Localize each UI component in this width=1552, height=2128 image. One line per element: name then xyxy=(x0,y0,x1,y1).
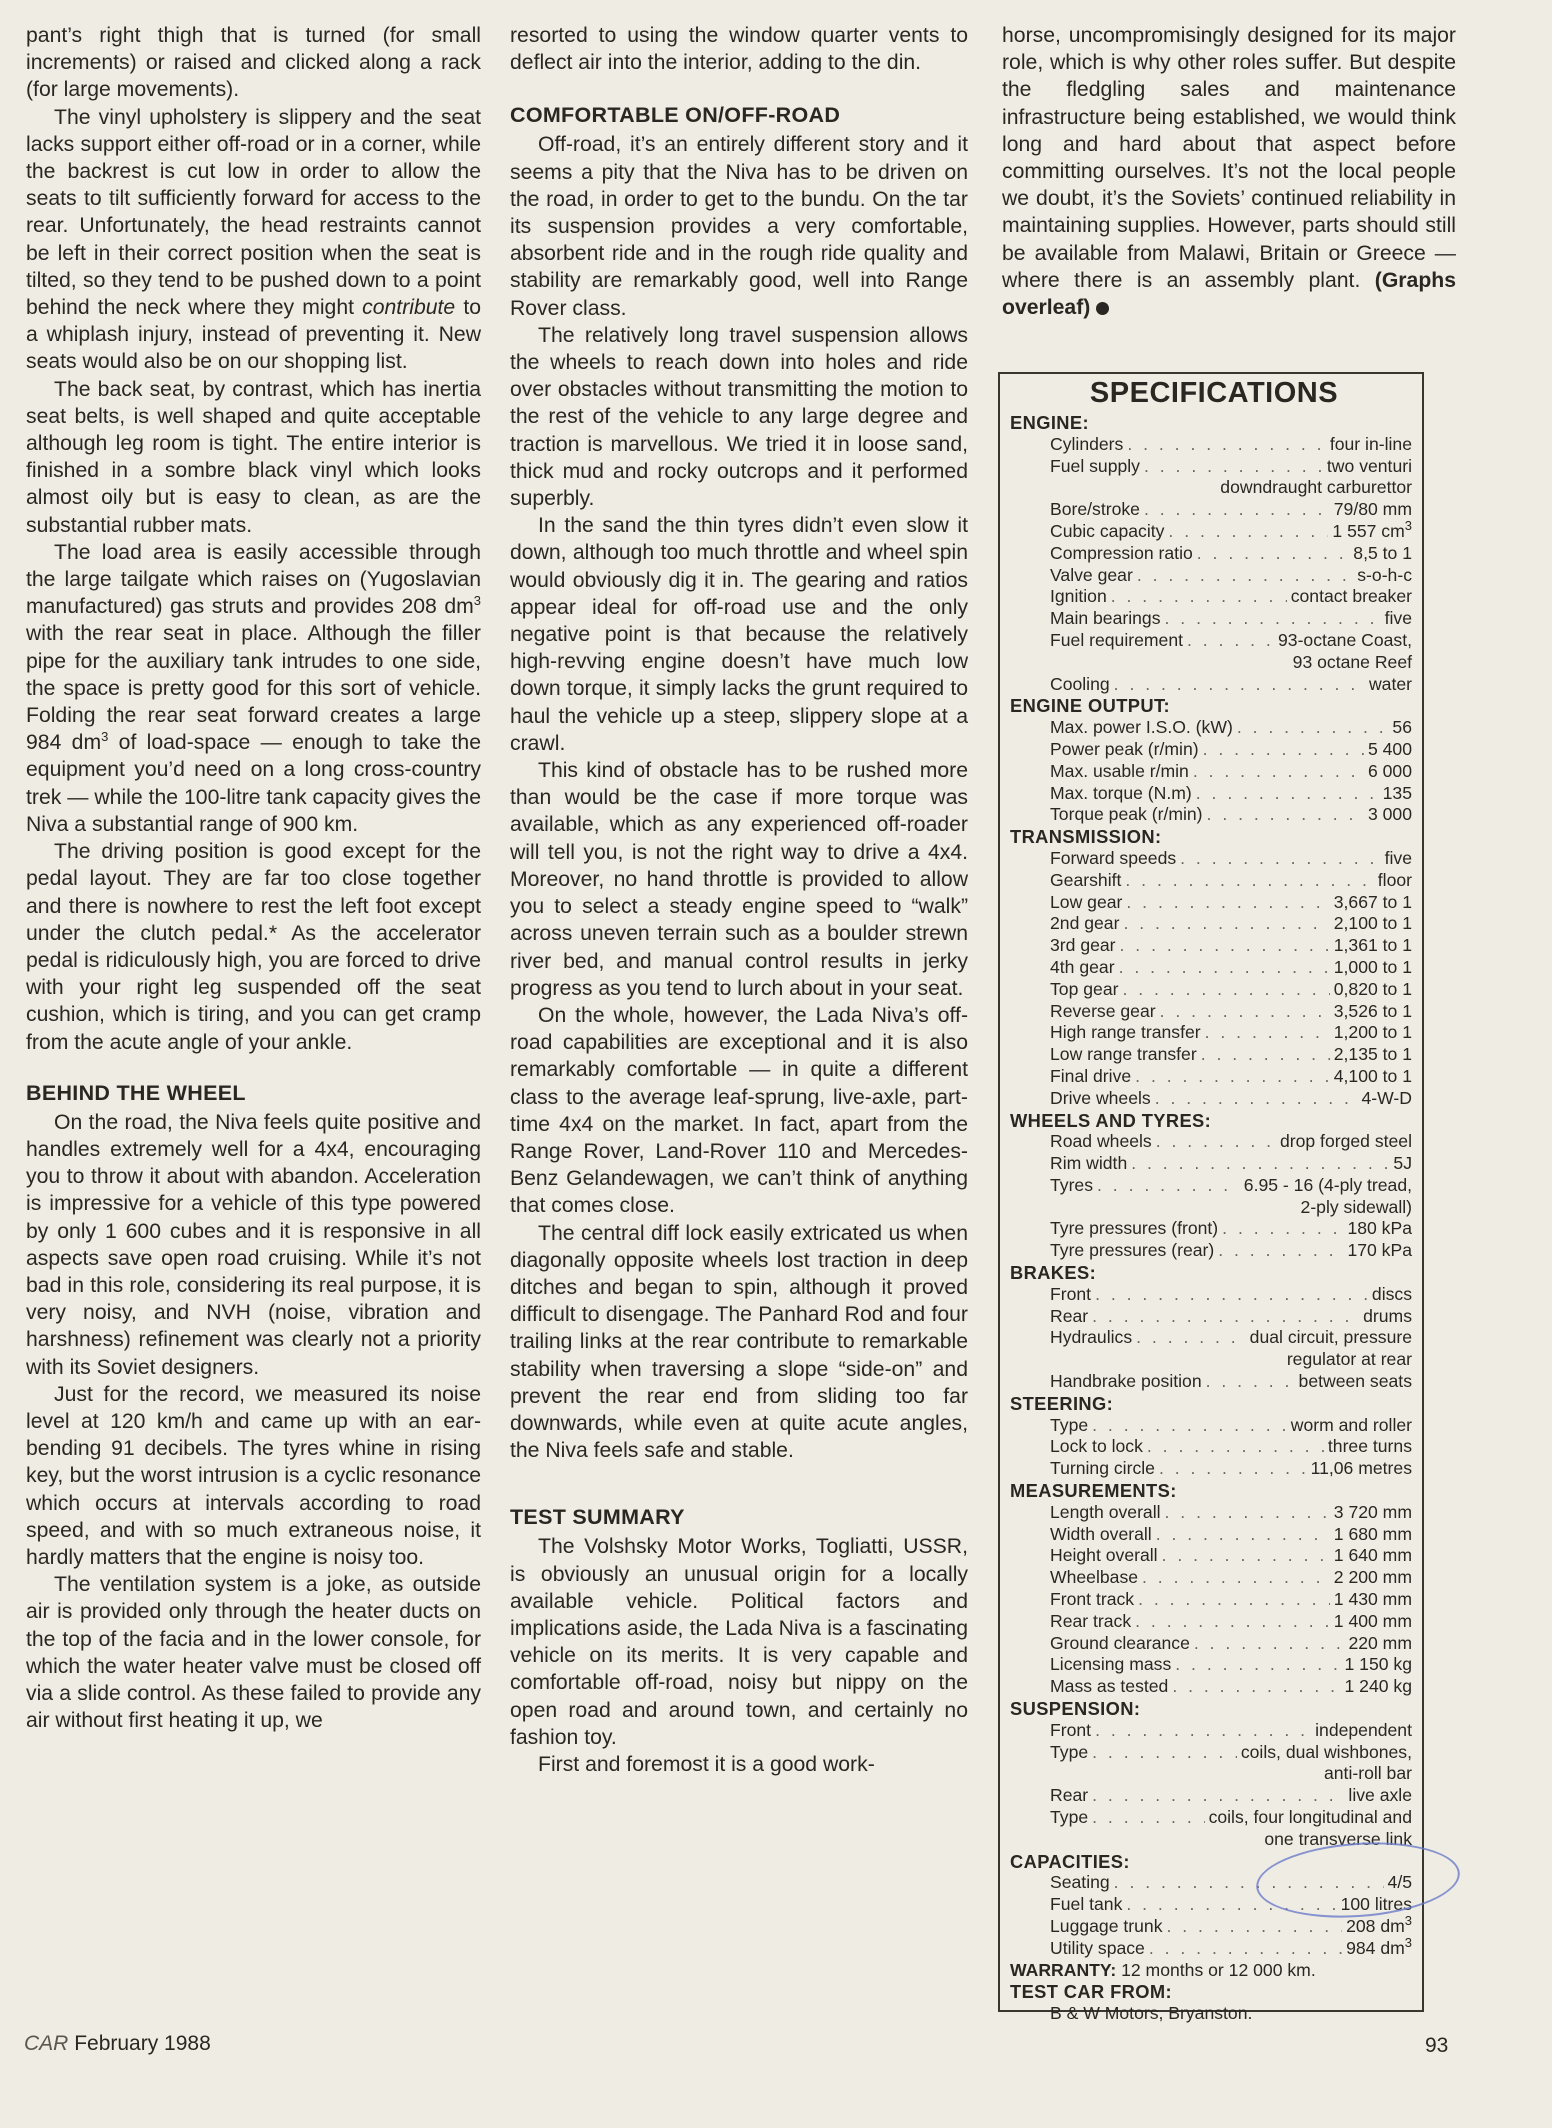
spec-label: Turning circle xyxy=(1050,1458,1155,1479)
spec-row xyxy=(1016,1589,1412,1611)
spec-label: Cylinders xyxy=(1050,433,1124,454)
spec-value-cont: one transverse link xyxy=(1264,1828,1412,1849)
spec-value: 5J xyxy=(1393,1153,1412,1174)
spec-label: Width overall xyxy=(1050,1523,1152,1544)
spec-row xyxy=(1016,1611,1412,1633)
spec-value: dual circuit, pressure xyxy=(1249,1327,1412,1348)
spec-row xyxy=(1016,1742,1412,1764)
text: of load-space — enough to take the equipment you’d need on a long cross-country trek — while the 100-litre tank capacity gives the Niva a substantial range of 900 km. xyxy=(26,731,481,836)
spec-label: Final drive xyxy=(1050,1065,1132,1086)
spec-row xyxy=(1016,1088,1412,1110)
spec-row xyxy=(1016,565,1412,587)
spec-row xyxy=(1016,1175,1412,1197)
spec-row xyxy=(1016,979,1412,1001)
spec-label: Mass as tested xyxy=(1050,1676,1169,1697)
spec-row xyxy=(1016,1502,1412,1524)
spec-label: 2nd gear xyxy=(1050,913,1120,934)
spec-label: Valve gear xyxy=(1050,564,1133,585)
spec-label: 3rd gear xyxy=(1050,935,1116,956)
text: 208 dm xyxy=(1346,1915,1405,1936)
spec-label: Low gear xyxy=(1050,891,1123,912)
spec-label: Fuel requirement xyxy=(1050,629,1183,650)
spec-value: 2,135 to 1 xyxy=(1333,1044,1412,1065)
spec-row xyxy=(1016,1044,1412,1066)
paragraph: The driving position is good except for the pedal layout. They are far too close together and there is nowhere to rest the left foot except under the clutch pedal.* As the accelerator pedal is ridiculously high, you are forced to drive with your right leg suspended off the seat cushion, which is tiring, and you can get cramp from the acute angle of your ankle. xyxy=(26,840,481,1054)
spec-row xyxy=(1016,1807,1412,1829)
spec-row xyxy=(1016,870,1412,892)
spec-row xyxy=(1016,1153,1412,1175)
paragraph: Just for the record, we measured its noise level at 120 km/h and came up with an ear-bending 91 decibels. The tyres whine in rising key, but the worst intrusion is a cyclic resonance which occurs at intervals according to road speed, and with so much extraneous noise, it hardly matters that the engine is noisy too. xyxy=(26,1382,481,1569)
spec-value: water xyxy=(1368,673,1412,694)
spec-label: Front xyxy=(1050,1719,1092,1740)
spec-label: Length overall xyxy=(1050,1501,1161,1522)
spec-label: Top gear xyxy=(1050,978,1119,999)
spec-row xyxy=(1016,434,1412,456)
spec-row xyxy=(1016,739,1412,761)
spec-row xyxy=(1016,456,1412,478)
spec-value: 1 150 kg xyxy=(1344,1654,1412,1675)
spec-row xyxy=(1016,1001,1412,1023)
test-car-value: B & W Motors, Bryanston. xyxy=(1050,2003,1253,2024)
spec-value: 79/80 mm xyxy=(1333,499,1412,520)
spec-row xyxy=(1016,608,1412,630)
spec-row xyxy=(1016,1654,1412,1676)
spec-value: 1,361 to 1 xyxy=(1333,935,1412,956)
graphs-overleaf-note: (Graphs overleaf) xyxy=(1002,268,1456,320)
spec-value xyxy=(1346,1934,1412,1960)
spec-value: s-o-h-c xyxy=(1357,564,1412,585)
spec-value: 3,526 to 1 xyxy=(1333,1000,1412,1021)
paragraph: In the sand the thin tyres didn’t even slow it down, although too much throttle and wheel spin would obviously dig it in. The gearing and ratios appear ideal for off-road use and the only negative point is that because the relatively high-revving engine doesn’t have much low down torque, it simply lacks the grunt required to haul the vehicle up a steep, slippery slope at a crawl. xyxy=(510,514,968,755)
spec-section-suspension: SUSPENSION: xyxy=(1010,1698,1141,1720)
paragraph: The central diff lock easily extricated us when diagonally opposite wheels lost traction in deep ditches and began to spin, although it proved difficult to disengage. The Panhard Rod and four trailing links at the rear contribute to remarkable stability when traversing a slope “side-on” and prevent the rear end from sliding too far downwards, while even at quite acute angles, the Niva feels safe and stable. xyxy=(510,1221,968,1463)
spec-label: Rear xyxy=(1050,1305,1089,1326)
spec-value: 4-W-D xyxy=(1361,1087,1412,1108)
spec-row xyxy=(1016,543,1412,565)
paragraph: On the whole, however, the Lada Niva’s off-road capabilities are exceptional and it is also remarkably comfortable — in quite a different class to the average leaf-sprung, live-axle, part-time 4x4 on the market. In fact, apart from the Range Rover, Land-Rover 110 and Mercedes-Benz Gelandewagen, we can’t think of anything that comes close. xyxy=(510,1003,968,1218)
spec-label: Low range transfer xyxy=(1050,1044,1197,1065)
spec-row xyxy=(1016,1720,1412,1742)
spec-label: Torque peak (r/min) xyxy=(1050,804,1203,825)
spec-row xyxy=(1016,1371,1412,1393)
spec-label: Lock to lock xyxy=(1050,1436,1143,1457)
text-column-2 xyxy=(510,22,968,1778)
spec-value: discs xyxy=(1371,1283,1412,1304)
spec-value: 93-octane Coast, xyxy=(1278,629,1412,650)
spec-label: Front track xyxy=(1050,1589,1135,1610)
spec-label: Type xyxy=(1050,1414,1089,1435)
spec-value: 220 mm xyxy=(1348,1632,1412,1653)
spec-value: 6 000 xyxy=(1367,760,1412,781)
spec-label: Tyre pressures (rear) xyxy=(1050,1240,1215,1261)
superscript: 3 xyxy=(1404,1913,1412,1929)
spec-label: Handbrake position xyxy=(1050,1371,1202,1392)
paragraph: The back seat, by contrast, which has inertia seat belts, is well shaped and quite acceptable although leg room is tight. The entire interior is finished in a sombre black vinyl which looks almost oily but is easy to clean, as are the substantial rubber mats. xyxy=(26,377,481,537)
spec-section-transmission: TRANSMISSION: xyxy=(1010,826,1162,848)
spec-value: 56 xyxy=(1392,717,1412,738)
spec-row xyxy=(1016,1913,1412,1938)
paragraph: The Volshsky Motor Works, Togliatti, USSR, is obviously an unusual origin for a locally available vehicle. Political factors and implications aside, the Lada Niva is a fascinating vehicle on its merits. It is very capable and comfortable off-road, noisy but nippy on the open road and around town, and certainly no fashion toy. xyxy=(510,1535,968,1749)
spec-value: 1,200 to 1 xyxy=(1333,1022,1412,1043)
spec-row xyxy=(1016,783,1412,805)
spec-label: Forward speeds xyxy=(1050,847,1177,868)
text: The vinyl upholstery is slippery and the seat lacks support either off-road or in a corner, while the backrest is cut low in order to allow the seats to tilt sufficiently forward for access to the rear. Unfortunately, the head restraints cannot be left in their correct position when the seat is tilted, so they tend to be pushed down to a point behind the neck where they might xyxy=(26,105,481,320)
section-heading: COMFORTABLE ON/OFF-ROAD xyxy=(510,103,841,128)
superscript: 3 xyxy=(1404,518,1412,534)
spec-value: 2,100 to 1 xyxy=(1333,913,1412,934)
spec-row xyxy=(1016,499,1412,521)
spec-row xyxy=(1016,892,1412,914)
spec-section-steering: STEERING: xyxy=(1010,1392,1114,1414)
spec-label: Gearshift xyxy=(1050,869,1122,890)
spec-value: worm and roller xyxy=(1290,1414,1412,1435)
spec-row xyxy=(1016,1785,1412,1807)
text: 1 557 cm xyxy=(1332,520,1405,541)
spec-value: three turns xyxy=(1327,1436,1412,1457)
spec-label: Cubic capacity xyxy=(1050,520,1165,541)
text: with the rear seat in place. Although the filler pipe for the auxiliary tank intrudes to one side, the space is pretty good for this sort of vehicle. Folding the rear seat forward creates a large 984 dm xyxy=(26,622,481,755)
spec-row xyxy=(1016,761,1412,783)
paragraph xyxy=(26,539,481,838)
spec-row xyxy=(1016,1066,1412,1088)
magazine-name: CAR xyxy=(24,2032,69,2055)
spec-value: drop forged steel xyxy=(1279,1131,1412,1152)
spec-label: Rear track xyxy=(1050,1610,1132,1631)
spec-row xyxy=(1016,1240,1412,1262)
spec-value-cont: downdraught carburettor xyxy=(1220,477,1412,498)
spec-row xyxy=(1016,804,1412,826)
spec-label: Cooling xyxy=(1050,673,1110,694)
text: horse, uncompromisingly designed for its major role, which is why other roles suffer. But despite the fledgling sales and maintenance infrastructure being established, we would think long and hard about that aspect before committing ourselves. It’s not the local people we doubt, it’s the Soviets’ continued reliability in maintaining supplies. However, parts should still be available from Malawi, Britain or Greece — where there is an assembly plant. xyxy=(1002,24,1456,292)
spec-row xyxy=(1016,630,1412,652)
paragraph: pant’s right thigh that is turned (for small increments) or raised and clicked along a rack (for large movements). xyxy=(26,24,481,102)
section-heading: TEST SUMMARY xyxy=(510,1505,685,1530)
spec-label: Luggage trunk xyxy=(1050,1915,1163,1936)
spec-label: Height overall xyxy=(1050,1545,1158,1566)
spec-row xyxy=(1016,957,1412,979)
paragraph: Off-road, it’s an entirely different story and it seems a pity that the Niva has to be driven on the road, in order to get to the bundu. On the tar its suspension provides a very comfortable, absorbent ride and in the rough ride quality and stability are remarkably good, well into Range Rover class. xyxy=(510,133,968,320)
spec-section-test-car: TEST CAR FROM: xyxy=(1010,1981,1172,2003)
spec-row xyxy=(1016,1327,1412,1349)
spec-row xyxy=(1016,1934,1412,1960)
spec-value: 4,100 to 1 xyxy=(1333,1065,1412,1086)
spec-row xyxy=(1016,1436,1412,1458)
spec-section-capacities: CAPACITIES: xyxy=(1010,1850,1130,1872)
spec-label: Max. usable r/min xyxy=(1050,760,1189,781)
text: The load area is easily accessible through the large tailgate which raises on (Yugoslavian manufactured) gas struts and provides 208 dm xyxy=(26,540,481,619)
specifications-box xyxy=(998,372,1424,2024)
spec-value: between seats xyxy=(1298,1371,1412,1392)
text: 984 dm xyxy=(1346,1937,1405,1958)
spec-value-cont: 2-ply sidewall) xyxy=(1300,1196,1412,1217)
spec-row xyxy=(1016,1415,1412,1437)
spec-value: 1 640 mm xyxy=(1333,1545,1412,1566)
spec-label: Tyres xyxy=(1050,1174,1094,1195)
spec-value: 6.95 - 16 (4-ply tread, xyxy=(1243,1174,1412,1195)
text-column-3 xyxy=(1002,22,1456,321)
spec-label: Ignition xyxy=(1050,586,1107,607)
spec-row xyxy=(1016,1633,1412,1655)
spec-value: contact breaker xyxy=(1290,586,1412,607)
spec-label: Max. torque (N.m) xyxy=(1050,782,1192,803)
spec-row xyxy=(1016,1545,1412,1567)
spec-row xyxy=(1016,1458,1412,1480)
spec-value xyxy=(1346,1913,1412,1938)
spec-row xyxy=(1016,913,1412,935)
spec-label: Utility space xyxy=(1050,1937,1145,1958)
spec-row xyxy=(1016,1524,1412,1546)
spec-label: Fuel tank xyxy=(1050,1894,1123,1915)
spec-row xyxy=(1016,1676,1412,1698)
spec-row xyxy=(1016,586,1412,608)
specifications-title: SPECIFICATIONS xyxy=(1089,377,1339,409)
warranty-line xyxy=(1010,1960,1412,1982)
spec-value: 1 430 mm xyxy=(1333,1589,1412,1610)
spec-value: five xyxy=(1384,608,1412,629)
paragraph: This kind of obstacle has to be rushed more than would be the case if more torque was available, which as any experienced off-roader will tell you, is not the right way to drive a 4x4. Moreover, no hand throttle is provided to allow you to select a steady engine speed to “walk” across uneven terrain such as a boulder strewn river bed, and manual control results in jerky progress as you tend to lurch about in your seat. xyxy=(510,759,968,1000)
spec-label: Tyre pressures (front) xyxy=(1050,1218,1219,1239)
spec-label: Licensing mass xyxy=(1050,1654,1172,1675)
spec-label: Rim width xyxy=(1050,1153,1128,1174)
paragraph: resorted to using the window quarter vents to deflect air into the interior, adding to the din. xyxy=(510,24,968,75)
spec-label: Seating xyxy=(1050,1872,1110,1893)
spec-row xyxy=(1016,1306,1412,1328)
spec-row xyxy=(1016,1131,1412,1153)
spec-value-cont: anti-roll bar xyxy=(1323,1763,1412,1784)
page-number: 93 xyxy=(1425,2034,1449,2057)
spec-label: Type xyxy=(1050,1741,1089,1762)
spec-label: Compression ratio xyxy=(1050,542,1193,563)
spec-row xyxy=(1016,935,1412,957)
spec-label: Rear xyxy=(1050,1785,1089,1806)
spec-value: 1 400 mm xyxy=(1333,1610,1412,1631)
spec-value: coils, dual wishbones, xyxy=(1240,1741,1412,1762)
spec-value: 0,820 to 1 xyxy=(1333,978,1412,999)
spec-row xyxy=(1016,848,1412,870)
spec-label: Road wheels xyxy=(1050,1131,1152,1152)
spec-section-measurements: MEASUREMENTS: xyxy=(1010,1480,1177,1502)
spec-value: 3 000 xyxy=(1367,804,1412,825)
spec-value: 5 400 xyxy=(1367,738,1412,759)
spec-value: live axle xyxy=(1348,1785,1412,1806)
spec-row xyxy=(1016,1022,1412,1044)
spec-value: independent xyxy=(1315,1719,1412,1740)
spec-value: coils, four longitudinal and xyxy=(1208,1807,1412,1827)
superscript: 3 xyxy=(473,593,481,609)
spec-value: floor xyxy=(1377,869,1412,890)
superscript: 3 xyxy=(101,729,109,745)
spec-label: Front xyxy=(1050,1283,1092,1304)
spec-label: Wheelbase xyxy=(1050,1567,1139,1588)
spec-value: four in-line xyxy=(1329,433,1412,454)
spec-value: 1 240 kg xyxy=(1344,1676,1412,1697)
spec-value: 11,06 metres xyxy=(1310,1458,1412,1479)
spec-value: drums xyxy=(1363,1305,1412,1326)
spec-value: 1 680 mm xyxy=(1333,1523,1412,1544)
footer-issue xyxy=(24,2032,211,2056)
spec-label: Max. power I.S.O. (kW) xyxy=(1050,717,1233,738)
spec-label: 4th gear xyxy=(1050,956,1115,977)
section-heading: BEHIND THE WHEEL xyxy=(26,1080,246,1105)
spec-row xyxy=(1016,1218,1412,1240)
spec-section-brakes: BRAKES: xyxy=(1010,1262,1097,1284)
spec-label: Hydraulics xyxy=(1050,1327,1133,1348)
spec-label: Ground clearance xyxy=(1050,1632,1190,1653)
spec-label: Main bearings xyxy=(1050,608,1161,629)
spec-value: 3,667 to 1 xyxy=(1333,891,1412,912)
warranty-label: WARRANTY: xyxy=(1010,1959,1117,1980)
spec-value-cont: regulator at rear xyxy=(1286,1349,1412,1370)
emphasis: contribute xyxy=(362,296,456,320)
spec-row xyxy=(1016,1284,1412,1306)
spec-value: 170 kPa xyxy=(1347,1240,1412,1261)
text-column-1 xyxy=(26,22,481,1734)
paragraph: On the road, the Niva feels quite positive and handles extremely well for a 4x4, encouraging you to throw it about with abandon. Acceleration is impressive for a vehicle of this type powered by only 1 600 cubes and it is responsive in all aspects save open road cruising. While it’s not bad in this role, considering its real purpose, it is very noisy, and NVH (noise, vibration and harshness) refinement was clearly not a priority with its Soviet designers. xyxy=(26,1110,481,1379)
spec-value: 100 litres xyxy=(1340,1894,1412,1915)
spec-value: 8,5 to 1 xyxy=(1353,542,1412,563)
spec-value: 2 200 mm xyxy=(1333,1567,1412,1588)
end-mark-icon xyxy=(1096,302,1109,315)
paragraph xyxy=(26,104,481,376)
spec-value: 1,000 to 1 xyxy=(1333,956,1412,977)
spec-section-engine-output: ENGINE OUTPUT: xyxy=(1010,695,1170,717)
spec-value: 135 xyxy=(1382,782,1412,803)
spec-label: Fuel supply xyxy=(1050,455,1140,476)
spec-label: Power peak (r/min) xyxy=(1050,738,1199,759)
spec-value: two venturi xyxy=(1326,455,1412,476)
spec-label: Bore/stroke xyxy=(1050,499,1140,520)
spec-row xyxy=(1016,518,1412,543)
paragraph: The ventilation system is a joke, as outside air is provided only through the heater ducts on the top of the facia and in the lower console, for which the water heater valve must be closed off via a slide control. As these failed to provide any air without first heating it up, we xyxy=(26,1573,481,1733)
spec-section-engine: ENGINE: xyxy=(1010,412,1089,433)
spec-row xyxy=(1016,1567,1412,1589)
text: to a whiplash injury, instead of preventing it. New seats would also be on our shopping list. xyxy=(26,296,481,374)
paragraph: The relatively long travel suspension allows the wheels to reach down into holes and ride over obstacles without transmitting the motion to the rest of the vehicle to any large degree and traction is marvellous. We tried it in loose sand, thick mud and rocky outcrops and it performed superbly. xyxy=(510,323,968,511)
issue-date: February 1988 xyxy=(74,2032,211,2055)
spec-value: five xyxy=(1384,847,1412,868)
spec-value: 3 720 mm xyxy=(1333,1501,1412,1522)
spec-value: 4/5 xyxy=(1387,1872,1412,1893)
spec-label: High range transfer xyxy=(1050,1022,1201,1043)
paragraph xyxy=(1002,22,1456,321)
spec-value xyxy=(1332,518,1412,543)
superscript: 3 xyxy=(1404,1934,1412,1950)
spec-label: Drive wheels xyxy=(1050,1087,1151,1108)
spec-label: Reverse gear xyxy=(1050,1000,1156,1021)
spec-value-cont: 93 octane Reef xyxy=(1292,651,1412,672)
spec-row xyxy=(1016,717,1412,739)
paragraph: First and foremost it is a good work- xyxy=(538,1752,875,1776)
spec-section-wheels: WHEELS AND TYRES: xyxy=(1010,1109,1212,1131)
spec-label: Type xyxy=(1050,1807,1089,1827)
warranty-value: 12 months or 12 000 km. xyxy=(1121,1959,1316,1980)
spec-row xyxy=(1016,674,1412,696)
spec-value: 180 kPa xyxy=(1347,1218,1412,1239)
